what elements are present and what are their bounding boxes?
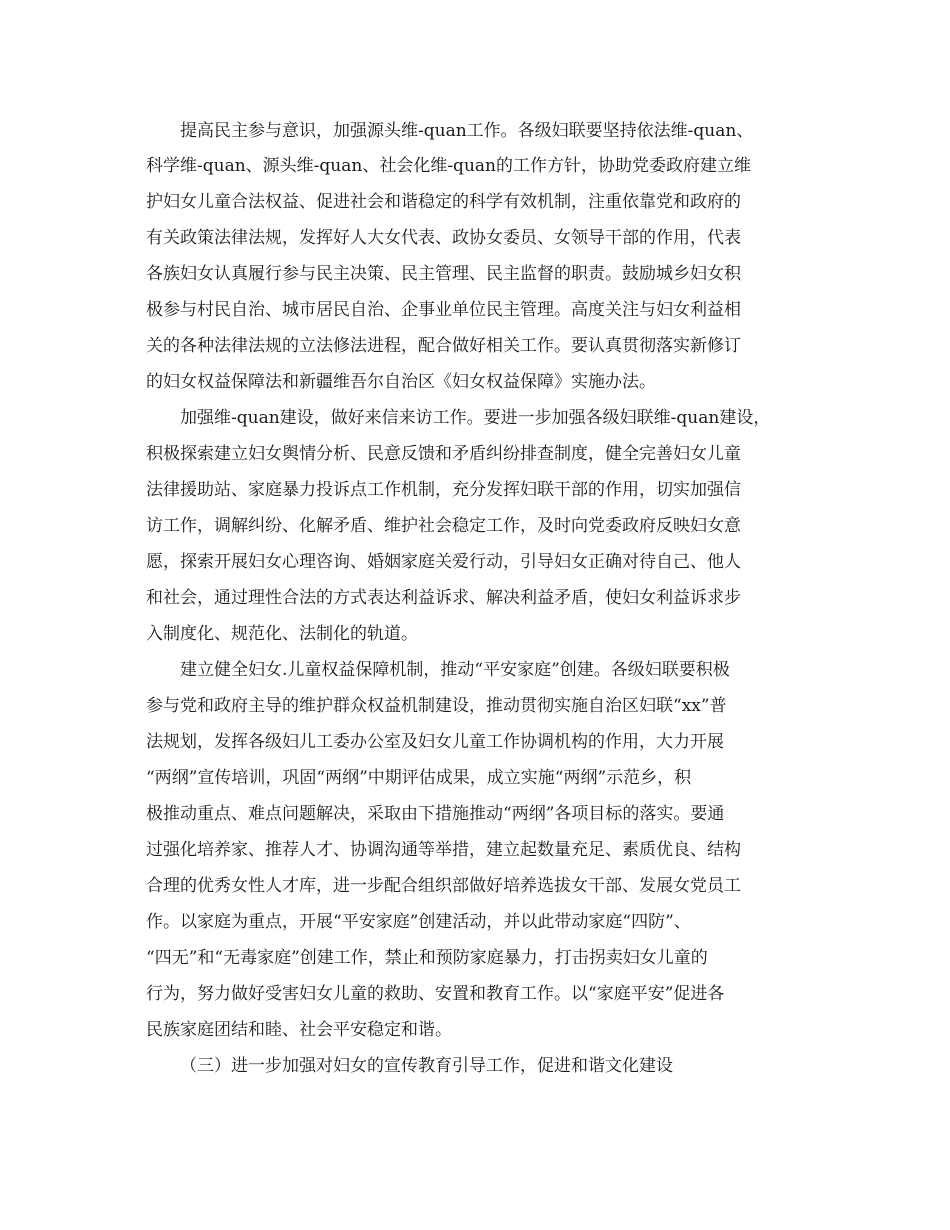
para3-line11: 民族家庭团结和睦、社会平安稳定和谐。 xyxy=(146,1020,452,1040)
para2-line4: 访工作，调解纠纷、化解矛盾、维护社会稳定工作，及时向党委政府反映妇女意 xyxy=(146,516,741,536)
para1-line5: 各族妇女认真履行参与民主决策、民主管理、民主监督的职责。鼓励城乡妇女积 xyxy=(146,264,741,284)
para3-line7: 合理的优秀女性人才库，进一步配合组织部做好培养选拔女干部、发展女党员工 xyxy=(146,876,741,896)
para3-line1: 建立健全妇女.儿童权益保障机制，推动“平安家庭”创建。各级妇联要积极 xyxy=(180,660,730,680)
para2-line2: 积极探索建立妇女舆情分析、民意反馈和矛盾纠纷排查制度，健全完善妇女儿童 xyxy=(146,444,741,464)
para2-line5: 愿，探索开展妇女心理咨询、婚姻家庭关爱行动，引导妇女正确对待自己、他人 xyxy=(146,552,741,572)
para3-line4: “两纲”宣传培训，巩固“两纲”中期评估成果，成立实施“两纲”示范乡，积 xyxy=(146,768,692,788)
para1-line6: 极参与村民自治、城市居民自治、企事业单位民主管理。高度关注与妇女利益相 xyxy=(146,300,741,320)
para3-line10: 行为，努力做好受害妇女儿童的救助、安置和教育工作。以“家庭平安”促进各 xyxy=(146,984,725,1004)
para1-line8: 的妇女权益保障法和新疆维吾尔自治区《妇女权益保障》实施办法。 xyxy=(146,372,656,392)
para1-line1: 提高民主参与意识，加强源头维-quan工作。各级妇联要坚持依法维-quan、 xyxy=(180,121,754,141)
para3-line8: 作。以家庭为重点，开展“平安家庭”创建活动，并以此带动家庭“四防”、 xyxy=(146,912,691,932)
para3-line6: 过强化培养家、推荐人才、协调沟通等举措，建立起数量充足、素质优良、结构 xyxy=(146,840,741,860)
para3-line5: 极推动重点、难点问题解决，采取由下措施推动“两纲”各项目标的落实。要通 xyxy=(146,804,725,824)
para1-line2: 科学维-quan、源头维-quan、社会化维-quan的工作方针，协助党委政府建立维 xyxy=(146,156,751,176)
para2-line3: 法律援助站、家庭暴力投诉点工作机制，充分发挥妇联干部的作用，切实加强信 xyxy=(146,480,741,500)
para1-line4: 有关政策法律法规，发挥好人大女代表、政协女委员、女领导干部的作用，代表 xyxy=(146,228,741,248)
para3-line2: 参与党和政府主导的维护群众权益机制建设，推动贯彻实施自治区妇联“xx”普 xyxy=(146,696,727,716)
para2-line6: 和社会，通过理性合法的方式表达利益诉求、解决利益矛盾，使妇女利益诉求步 xyxy=(146,588,741,608)
para2-line7: 入制度化、规范化、法制化的轨道。 xyxy=(146,624,418,644)
para2-line1: 加强维-quan建设，做好来信来访工作。要进一步加强各级妇联维-quan建设， xyxy=(180,408,771,428)
section-heading: （三）进一步加强对妇女的宣传教育引导工作，促进和谐文化建设 xyxy=(180,1056,673,1076)
para1-line3: 护妇女儿童合法权益、促进社会和谐稳定的科学有效机制，注重依靠党和政府的 xyxy=(146,192,741,212)
para3-line3: 法规划，发挥各级妇儿工委办公室及妇女儿童工作协调机构的作用，大力开展 xyxy=(146,732,724,752)
para1-line7: 关的各种法律法规的立法修法进程，配合做好相关工作。要认真贯彻落实新修订 xyxy=(146,336,741,356)
para3-line9: “四无”和“无毒家庭”创建工作，禁止和预防家庭暴力，打击拐卖妇女儿童的 xyxy=(146,948,708,968)
